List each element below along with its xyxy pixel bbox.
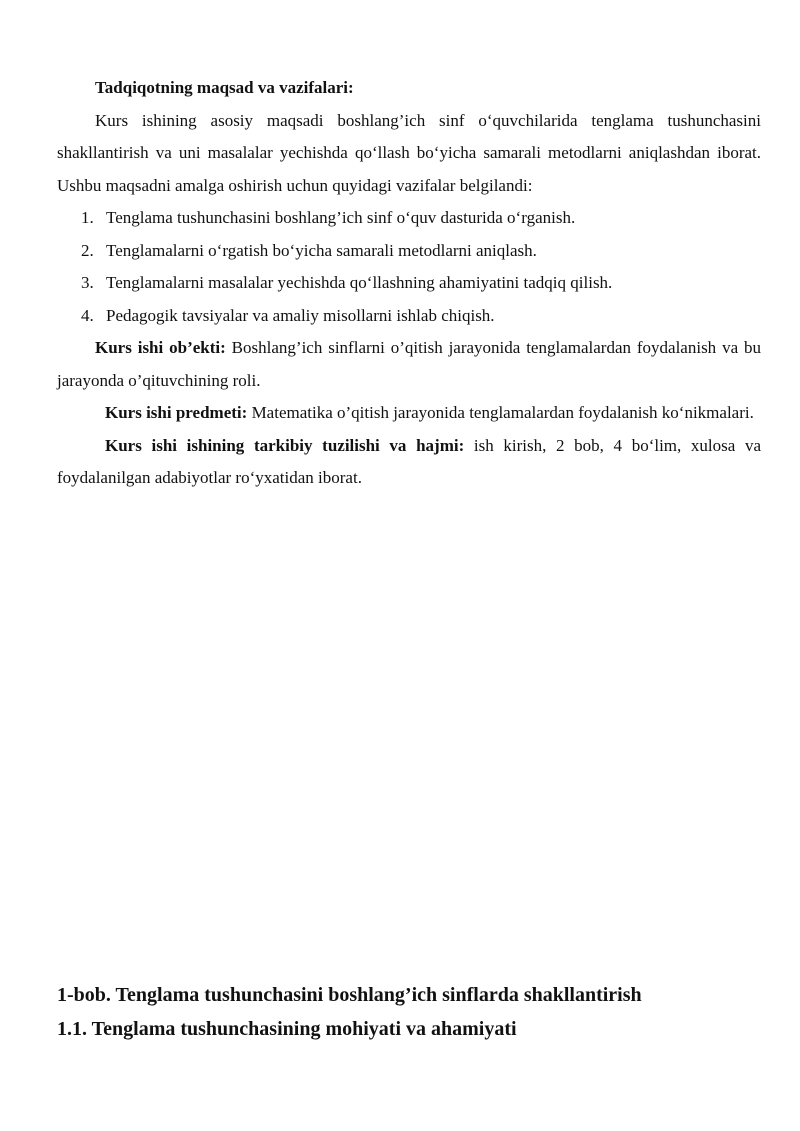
task-item [57, 235, 761, 268]
structure-paragraph [57, 430, 761, 495]
structure-text: ish kirish, 2 bob, 4 bo‘lim, xulosa va foydalanilgan adabiyotlar ro‘yxatidan iborat. [57, 435, 762, 487]
object-text: Boshlang’ich sinflarni o’qitish jarayonida tenglamalardan foydalanish va bu jarayonda o’qituvchining roli. [57, 338, 761, 390]
subject-text: Matematika o’qitish jarayonida tenglamalardan foydalanish ko‘nikmalari. [247, 403, 754, 422]
chapter-subtitle: 1.1. Tenglama tushunchasining mohiyati va ahamiyati [57, 1018, 517, 1040]
object-label: Kurs ishi ob’ekti: [95, 338, 226, 357]
subject-label: Kurs ishi predmeti: [105, 403, 248, 422]
chapter-heading-block [57, 978, 777, 1046]
task-item [57, 300, 761, 333]
structure-label: Kurs ishi ishining tarkibiy tuzilishi va hajmi: [105, 435, 465, 455]
task-number: 1. [81, 208, 94, 227]
task-item [57, 267, 761, 300]
intro-paragraph: Kurs ishining asosiy maqsadi boshlang’ich sinf o‘quvchilarida tenglama tushunchasini shakllantirish va uni masalalar yechishda qo‘llash bo‘yicha samarali metodlarni aniqlashdan iborat. Ushbu maqsadni amalga oshirish uchun quyidagi vazifalar belgilandi: [57, 110, 761, 195]
task-number: 3. [81, 273, 94, 292]
task-item [57, 202, 761, 235]
task-text: Tenglamalarni o‘rgatish bo‘yicha samarali metodlarni aniqlash. [106, 240, 537, 260]
task-text: Tenglama tushunchasini boshlang’ich sinf o‘quv dasturida o‘rganish. [106, 208, 576, 227]
chapter-title: 1-bob. Tenglama tushunchasini boshlang’ich sinflarda shakllantirish [57, 984, 642, 1006]
task-number: 2. [81, 240, 94, 260]
task-number: 4. [81, 305, 94, 325]
task-text: Pedagogik tavsiyalar va amaliy misollarni ishlab chiqish. [106, 305, 495, 325]
task-text: Tenglamalarni masalalar yechishda qo‘llashning ahamiyatini tadqiq qilish. [106, 273, 613, 292]
object-paragraph [57, 332, 761, 397]
section-heading: Tadqiqotning maqsad va vazifalari: [95, 78, 354, 97]
document-body [57, 72, 761, 495]
tasks-list [57, 202, 761, 332]
subject-paragraph [57, 397, 761, 430]
